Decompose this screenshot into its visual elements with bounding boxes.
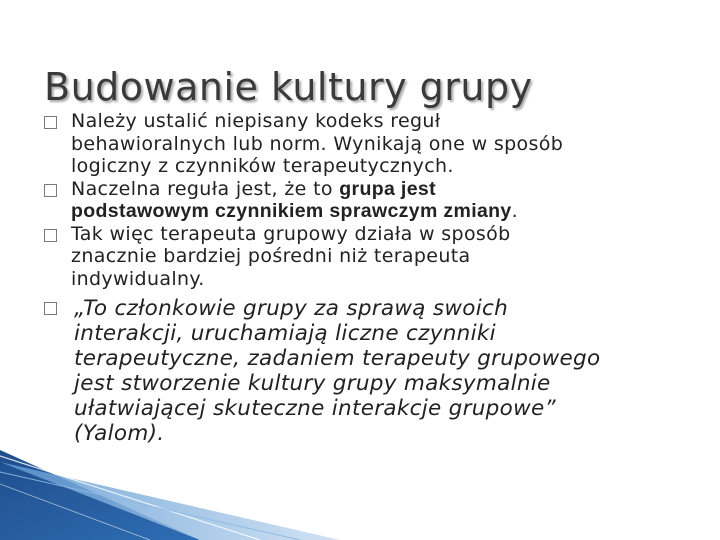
bullet-line: Należy ustalić niepisany kodeks reguł <box>71 110 441 132</box>
quote-bullet-item <box>44 296 694 446</box>
quote-line: jest stworzenie kultury grupy maksymalnie <box>74 371 551 396</box>
square-bullet-icon <box>44 302 57 315</box>
bullet-text: . <box>511 200 519 222</box>
quote-line: ułatwiającej skuteczne interakcje grupowe” <box>74 396 556 421</box>
square-bullet-icon <box>44 116 57 129</box>
bullet-line: znacznie bardziej pośredni niż terapeuta <box>71 245 471 267</box>
square-bullet-icon <box>44 184 57 197</box>
bullet-line: indywidualny. <box>71 267 205 290</box>
bullet-item <box>44 223 694 291</box>
emphasis-text: podstawowym czynnikiem sprawczym zmiany <box>71 200 512 222</box>
bullet-line <box>71 200 694 223</box>
bullet-list <box>44 110 694 446</box>
bullet-item <box>44 178 694 223</box>
quote-line: (Yalom). <box>74 421 165 446</box>
corner-wave-decoration <box>0 450 360 540</box>
square-bullet-icon <box>44 229 57 242</box>
emphasis-text: grupa jest <box>339 177 436 200</box>
slide-title: Budowanie kultury grupy <box>44 65 533 110</box>
bullet-line: Tak więc terapeuta grupowy działa w sposób <box>71 222 511 245</box>
quote-line: „To członkowie grupy za sprawą swoich <box>74 296 509 321</box>
bullet-line: logiczny z czynników terapeutycznych. <box>71 155 454 177</box>
bullet-item <box>44 110 694 178</box>
quote-line: terapeutyczne, zadaniem terapeuty grupowego <box>74 346 601 371</box>
quote-line: interakcji, uruchamiają liczne czynniki <box>74 321 496 346</box>
bullet-line: behawioralnych lub norm. Wynikają one w sposób <box>71 132 564 155</box>
bullet-line <box>71 178 694 201</box>
bullet-text: Naczelna reguła jest, że to <box>71 177 340 200</box>
